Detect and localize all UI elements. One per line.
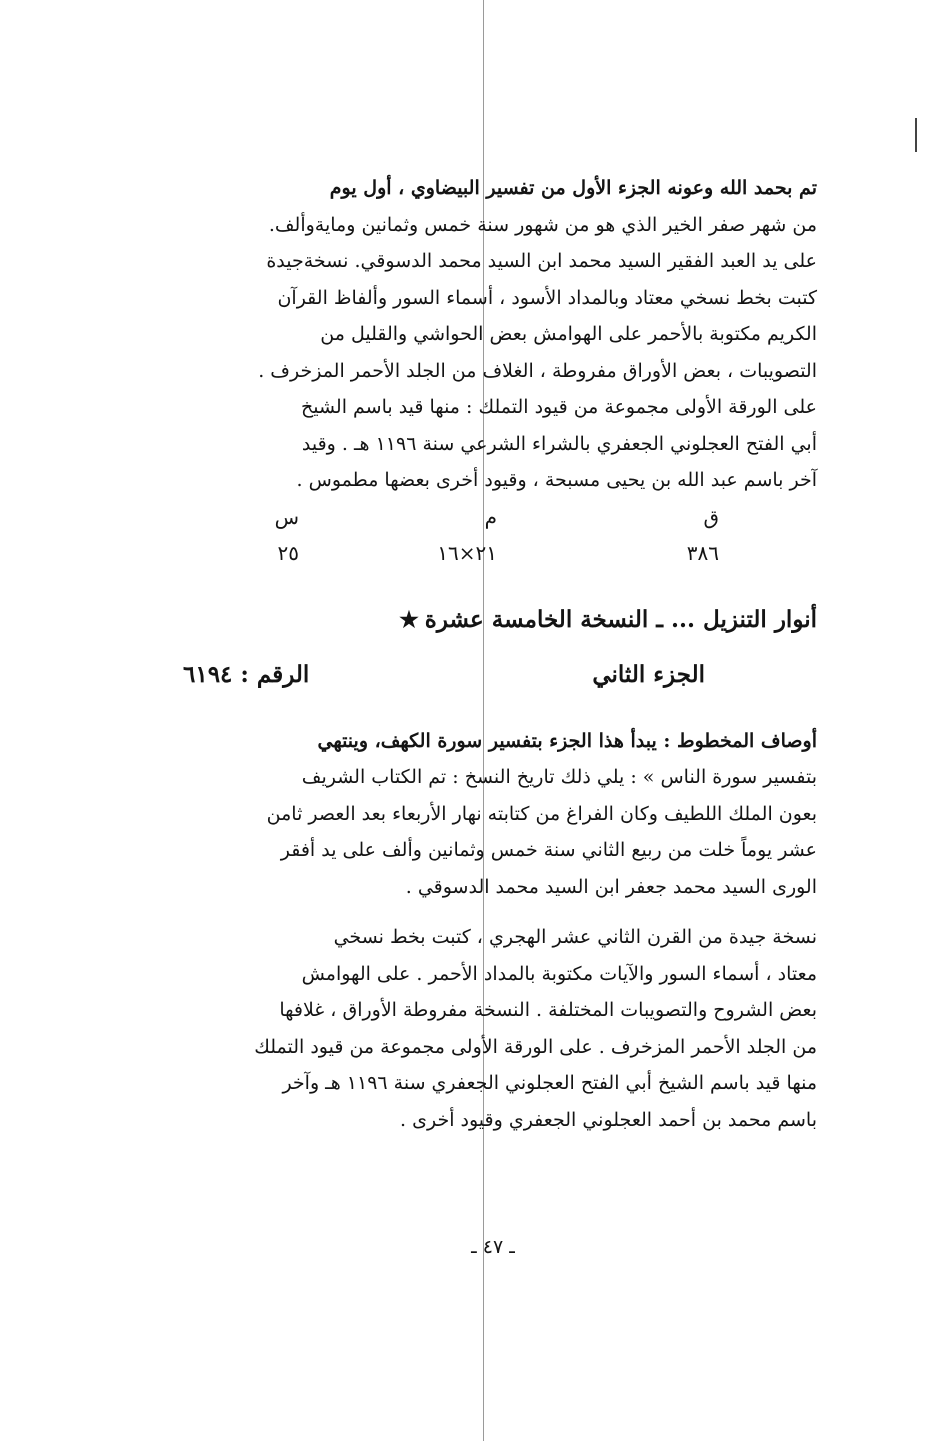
dimensions-values [155,535,817,571]
colophon-paragraph [155,170,817,499]
star-icon: ★ [399,606,419,633]
size-label: م [484,504,497,529]
dimensions-labels [155,499,817,535]
lines-label: س [274,504,299,529]
section-heading [155,599,817,641]
description-label: أوصاف المخطوط : [663,729,817,752]
part-title: الجزء الثاني [592,660,705,688]
colophon-line: الكريم مكتوبة بالأحمر على الهوامش بعض الحواشي والقليل من [320,323,817,345]
notes-line: منها قيد باسم الشيخ أبي الفتح العجلوني الجعفري سنة ١١٩٦ هـ وآخر [282,1072,817,1094]
colophon-lead: تم بحمد الله وعونه الجزء الأول من تفسير البيضاوي ، أول يوم [329,177,817,199]
description-lead: يبدأ هذا الجزء بتفسير سورة الكهف، وينتهي [317,729,664,752]
description-line: بعون الملك اللطيف وكان الفراغ من كتابته نهار الأربعاء بعد العصر ثامن [266,802,817,825]
lines-value: ٢٥ [277,540,299,565]
description-line: بتفسير سورة الناس » : يلي ذلك تاريخ النسخ : تم الكتاب الشريف [301,766,817,788]
notes-line: معتاد ، أسماء السور والآيات مكتوبة بالمداد الأحمر . على الهوامش [301,962,817,985]
colophon-line: آخر باسم عبد الله بن يحيى مسبحة ، وقيود أخرى بعضها مطموس . [296,469,817,491]
page-body [155,170,817,1138]
colophon-line: كتبت بخط نسخي معتاد وبالمداد الأسود ، أسماء السور وألفاظ القرآن [277,286,817,309]
colophon-line: أبي الفتح العجلوني الجعفري بالشراء الشرعي سنة ١١٩٦ هـ . وقيد [301,432,817,455]
notes-line: باسم محمد بن أحمد العجلوني الجعفري وقيود أخرى . [400,1108,817,1131]
description-paragraph [155,723,817,906]
notes-line: من الجلد الأحمر المزخرف . على الورقة الأولى مجموعة من قيود التملك [254,1035,817,1058]
leaves-label: ق [703,504,719,529]
description-line: عشر يوماً خلت من ربيع الثاني سنة خمس وثمانين وألف على يد أفقر [280,839,817,861]
colophon-line: على يد العبد الفقير السيد محمد ابن السيد محمد الدسوقي. نسخةجيدة [266,250,817,272]
colophon-line: على الورقة الأولى مجموعة من قيود التملك : منها قيد باسم الشيخ [300,396,817,418]
section-heading-text: أنوار التنزيل ... ـ النسخة الخامسة عشرة [424,605,817,633]
notes-paragraph [155,919,817,1138]
manuscript-number: الرقم : ٦١٩٤ [183,660,310,688]
leaves-value: ٣٨٦ [686,540,719,565]
part-row [155,647,817,703]
page-number: ـ ٤٧ ـ [471,1236,515,1258]
colophon-line: التصويبات ، بعض الأوراق مفروطة ، الغلاف من الجلد الأحمر المزخرف . [258,359,817,382]
description-line: الورى السيد محمد جعفر ابن السيد محمد الدسوقي . [405,875,817,898]
notes-line: نسخة جيدة من القرن الثاني عشر الهجري ، كتبت بخط نسخي [333,926,817,948]
scan-mark [915,118,917,152]
notes-line: بعض الشروح والتصويبات المختلفة . النسخة مفروطة الأوراق ، غلافها [279,999,817,1021]
size-value: ٢١×١٦ [437,540,497,565]
colophon-line: من شهر صفر الخير الذي هو من شهور سنة خمس وثمانين ومايةوألف. [268,213,817,236]
